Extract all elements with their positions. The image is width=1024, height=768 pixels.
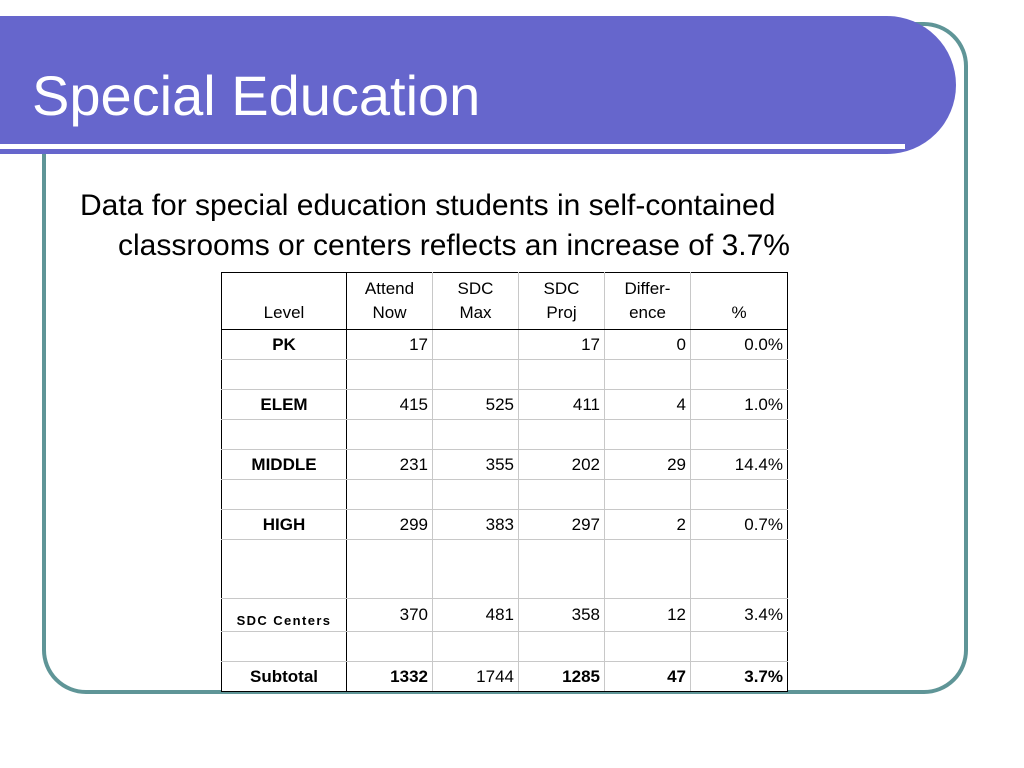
subtotal-sdc-proj: 1285: [519, 662, 605, 692]
title-bar: [0, 16, 956, 154]
header-level: Level: [222, 273, 347, 330]
header-attend-now: Attend Now: [347, 273, 433, 330]
table-header-row: [222, 273, 788, 330]
body-text-line-1: Data for special education students in self-contained: [80, 189, 776, 222]
slide-title: Special Education: [32, 64, 481, 127]
cell-percent: 0.0%: [691, 330, 788, 360]
row-level: ELEM: [222, 390, 347, 420]
cell-sdc-proj: 297: [519, 510, 605, 540]
subtotal-sdc-max: 1744: [433, 662, 519, 692]
subtotal-attend-now: 1332: [347, 662, 433, 692]
table-subtotal-row: [222, 662, 788, 692]
cell-sdc-max: 525: [433, 390, 519, 420]
special-ed-table: [221, 272, 788, 692]
table-spacer-row: [222, 480, 788, 510]
cell-sdc-max: 383: [433, 510, 519, 540]
cell-sdc-max: [433, 330, 519, 360]
table-row: [222, 390, 788, 420]
table-spacer-row: [222, 632, 788, 662]
cell-percent: 0.7%: [691, 510, 788, 540]
cell-sdc-proj: 358: [519, 599, 605, 632]
table-row: [222, 450, 788, 480]
row-level: PK: [222, 330, 347, 360]
table-row: [222, 330, 788, 360]
cell-attend-now: 231: [347, 450, 433, 480]
title-underline: [0, 144, 905, 149]
cell-attend-now: 299: [347, 510, 433, 540]
cell-sdc-proj: 17: [519, 330, 605, 360]
cell-sdc-max: 355: [433, 450, 519, 480]
cell-attend-now: 17: [347, 330, 433, 360]
header-percent: %: [691, 273, 788, 330]
header-difference: Differ- ence: [605, 273, 691, 330]
cell-percent: 3.4%: [691, 599, 788, 632]
header-sdc-max: SDC Max: [433, 273, 519, 330]
subtotal-label: Subtotal: [222, 662, 347, 692]
body-text: [80, 186, 900, 266]
cell-difference: 12: [605, 599, 691, 632]
header-sdc-proj: SDC Proj: [519, 273, 605, 330]
cell-difference: 29: [605, 450, 691, 480]
table-spacer-row: [222, 360, 788, 390]
table-spacer-row: [222, 420, 788, 450]
cell-attend-now: 370: [347, 599, 433, 632]
cell-percent: 14.4%: [691, 450, 788, 480]
cell-percent: 1.0%: [691, 390, 788, 420]
cell-sdc-max: 481: [433, 599, 519, 632]
body-text-line-2: classrooms or centers reflects an increase of 3.7%: [118, 229, 790, 262]
table-spacer-row: [222, 540, 788, 599]
table-row: [222, 599, 788, 632]
row-level: SDC Centers: [222, 599, 347, 632]
row-level: HIGH: [222, 510, 347, 540]
cell-difference: 0: [605, 330, 691, 360]
cell-difference: 4: [605, 390, 691, 420]
cell-sdc-proj: 202: [519, 450, 605, 480]
cell-sdc-proj: 411: [519, 390, 605, 420]
cell-difference: 2: [605, 510, 691, 540]
table-row: [222, 510, 788, 540]
row-level: MIDDLE: [222, 450, 347, 480]
cell-attend-now: 415: [347, 390, 433, 420]
subtotal-percent: 3.7%: [691, 662, 788, 692]
subtotal-difference: 47: [605, 662, 691, 692]
